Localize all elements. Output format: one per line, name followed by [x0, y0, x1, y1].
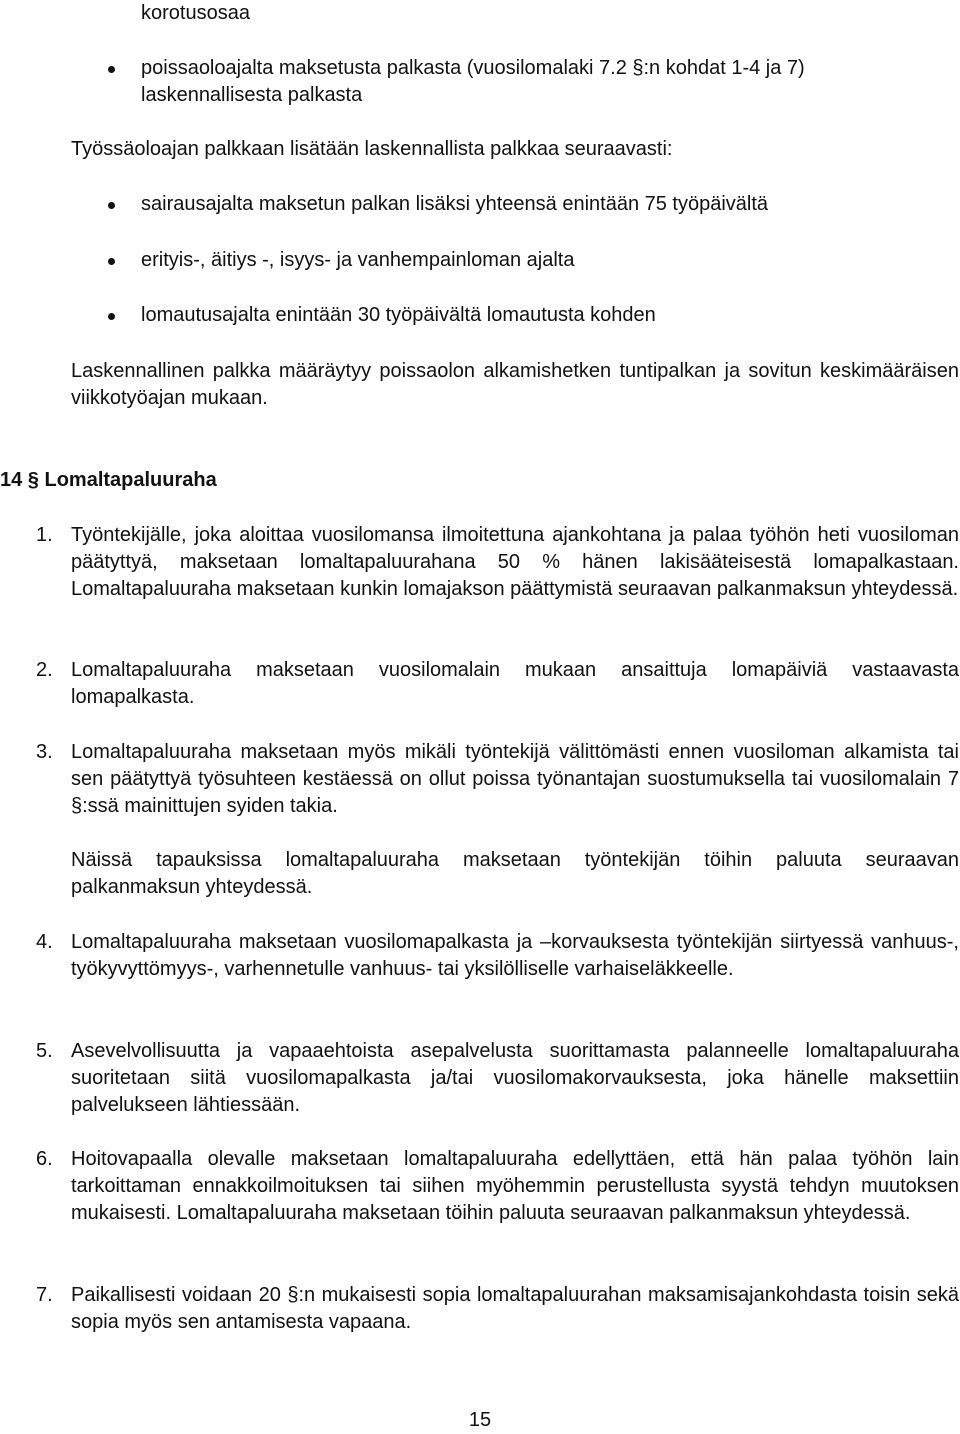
- item-text: Hoitovapaalla olevalle maksetaan lomaltapaluuraha edellyttäen, että hän palaa työhön lain tarkoittaman ennakkoilmoituksen tai siihen myöhemmin perustellusta syystä tehdyn muutoksen mukaisesti. Lomaltapaluuraha maksetaan töihin paluuta seuraavan palkanmaksun yhteydessä.: [71, 1148, 959, 1224]
- item-number: 3.: [36, 741, 53, 763]
- bullet-item-parental-leave: erityis-, äitiys -, isyys- ja vanhempainloman ajalta: [141, 249, 575, 271]
- bullet-marker: [108, 66, 115, 73]
- item-number: 6.: [36, 1148, 53, 1170]
- item-number: 7.: [36, 1284, 53, 1306]
- item-number: 5.: [36, 1040, 53, 1062]
- calculation-paragraph: Laskennallinen palkka määräytyy poissaolon alkamishetken tuntipalkan ja sovitun keskimääräisen viikkotyöajan mukaan.: [71, 360, 959, 409]
- item-number: 1.: [36, 524, 53, 546]
- item-number: 2.: [36, 659, 53, 681]
- intro-paragraph: Työssäoloajan palkkaan lisätään laskennallista palkkaa seuraavasti:: [71, 138, 673, 160]
- bullet-item-sick-leave: sairausajalta maksetun palkan lisäksi yhteensä enintään 75 työpäivältä: [141, 193, 769, 215]
- bullet-item-layoff: lomautusajalta enintään 30 työpäivältä lomautusta kohden: [141, 304, 656, 326]
- item-text: Työntekijälle, joka aloittaa vuosilomansa ilmoitettuna ajankohtana ja palaa työhön heti vuosiloman päätyttyä, maksetaan lomaltapaluurahana 50 % hänen lakisääteisestä lomapalkastaan. Lomaltapaluuraha maksetaan kunkin lomajakson päättymistä seuraavan palkanmaksun yhteydessä.: [71, 524, 959, 600]
- item-text-continuation: Näissä tapauksissa lomaltapaluuraha maksetaan työntekijän töihin paluuta seuraavan palkanmaksun yhteydessä.: [71, 849, 959, 898]
- page-number: 15: [468, 1409, 492, 1431]
- bullet-marker: [108, 313, 115, 320]
- bullet-item-absence-pay: poissaoloajalta maksetusta palkasta (vuosilomalaki 7.2 §:n kohdat 1-4 ja 7) laskennallisesta palkasta: [141, 57, 805, 106]
- bullet-marker: [108, 258, 115, 265]
- section-heading: 14 § Lomaltapaluuraha: [0, 469, 217, 491]
- bullet-marker: [108, 202, 115, 209]
- item-number: 4.: [36, 931, 53, 953]
- item-text: Paikallisesti voidaan 20 §:n mukaisesti sopia lomaltapaluurahan maksamisajankohdasta toisin sekä sopia myös sen antamisesta vapaana.: [71, 1284, 959, 1333]
- item-text: Lomaltapaluuraha maksetaan vuosilomapalkasta ja –korvauksesta työntekijän siirtyessä vanhuus-, työkyvyttömyys-, varhennetulle vanhuus- tai yksilölliselle varhaiseläkkeelle.: [71, 931, 959, 980]
- item-text: Asevelvollisuutta ja vapaaehtoista asepalvelusta suorittamasta palanneelle lomaltapaluuraha suoritetaan siitä vuosilomapalkasta ja/tai vuosilomakorvauksesta, joka hänelle maksettiin palvelukseen lähtiessään.: [71, 1040, 959, 1116]
- item-text: Lomaltapaluuraha maksetaan vuosilomalain mukaan ansaittuja lomapäiviä vastaavasta lomapalkasta.: [71, 659, 959, 708]
- continuation-text: korotusosaa: [141, 2, 250, 24]
- item-text: Lomaltapaluuraha maksetaan myös mikäli työntekijä välittömästi ennen vuosiloman alkamista tai sen päätyttyä työsuhteen kestäessä on ollut poissa työnantajan suostumuksella tai vuosilomalain 7 §:ssä mainittujen syiden takia.: [71, 741, 959, 817]
